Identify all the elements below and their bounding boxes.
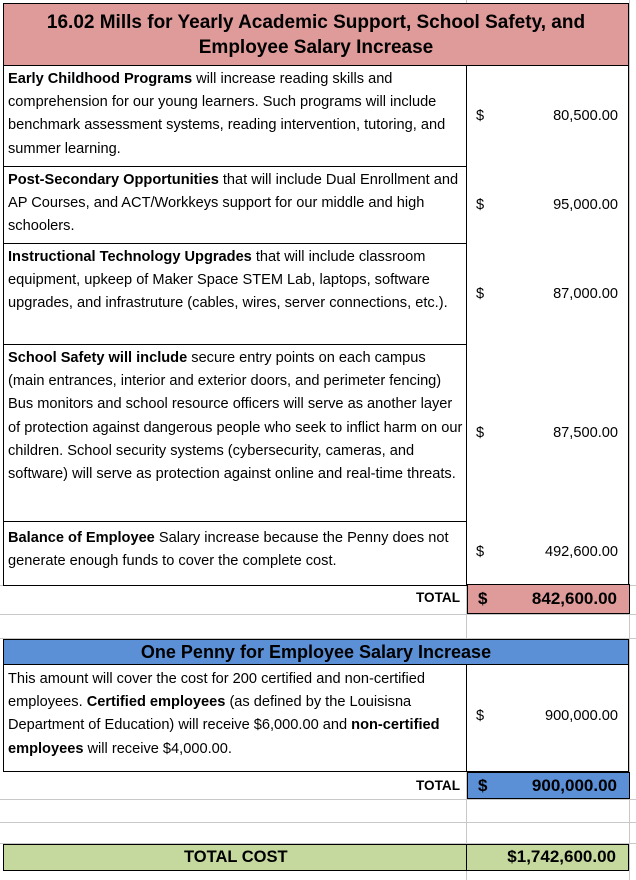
row-title: Instructional Technology Upgrades bbox=[8, 249, 252, 265]
gridline bbox=[0, 822, 636, 823]
section1-title-line2: Employee Salary Increase bbox=[198, 36, 434, 58]
currency-symbol: $ bbox=[476, 108, 485, 124]
section1-header bbox=[3, 3, 629, 66]
text: This amount will cover the cost for 200 certified and non-certified employees. bbox=[8, 671, 425, 711]
section2-header bbox=[3, 639, 629, 665]
currency-symbol: $ bbox=[476, 286, 485, 302]
bold-text: non-certified employees bbox=[8, 717, 440, 757]
total-currency: $ bbox=[478, 589, 488, 608]
row-title: School Safety will include bbox=[8, 350, 188, 366]
row-text: will increase reading skills and comprehension for our young learners. Such programs will include benchmark assessment systems, reading intervention, tutoring, and summer learning. bbox=[8, 71, 446, 157]
grand-total-label: TOTAL COST bbox=[184, 848, 288, 866]
row-text: that will include Dual Enrollment and AP Courses, and ACT/Workkeys support for our middle and high schoolers. bbox=[8, 172, 459, 235]
total-amount: 900,000.00 bbox=[531, 775, 617, 795]
section2-title: One Penny for Employee Salary Increase bbox=[140, 641, 492, 662]
row-divider bbox=[3, 243, 466, 244]
amount: 95,000.00 bbox=[553, 197, 618, 213]
row-description bbox=[8, 347, 466, 486]
amount: 80,500.00 bbox=[553, 108, 618, 124]
total-currency: $ bbox=[478, 775, 488, 795]
gridline bbox=[0, 614, 636, 615]
row-description bbox=[8, 169, 466, 239]
section2-description bbox=[8, 668, 466, 761]
row-text: Salary increase because the Penny does not generate enough funds to cover the complete cost. bbox=[8, 530, 449, 570]
gridline bbox=[629, 0, 630, 880]
section1-title-line1: 16.02 Mills for Yearly Academic Support, School Safety, and bbox=[46, 11, 586, 33]
column-divider bbox=[466, 845, 467, 870]
row-divider bbox=[3, 521, 466, 522]
bold-text: Certified employees bbox=[86, 694, 226, 711]
amount: 900,000.00 bbox=[544, 708, 618, 724]
row-text: secure entry points on each campus (main entrances, interior and exterior doors, and perimeter fencing) Bus monitors and school resource officers will serve as another layer of protection against dangerous people who seek to inflict harm on our children. School security systems (cybersecurity, cameras, and software) will serve as protection against online and real-time threats. bbox=[8, 350, 463, 483]
row-divider bbox=[3, 344, 466, 345]
row-title: Balance of Employee bbox=[8, 530, 155, 546]
total-amount: 842,600.00 bbox=[531, 589, 617, 608]
amount: 87,500.00 bbox=[553, 425, 618, 441]
amount: 87,000.00 bbox=[553, 286, 618, 302]
row-description bbox=[8, 246, 466, 316]
section2-total-cell bbox=[467, 772, 630, 799]
currency-symbol: $ bbox=[476, 708, 485, 724]
text: (as defined by the Louisisna Department of Education) will receive $6,000.00 and bbox=[8, 694, 412, 734]
grand-total-row bbox=[3, 844, 629, 871]
column-divider bbox=[466, 66, 467, 585]
currency-symbol: $ bbox=[476, 425, 485, 441]
currency-symbol: $ bbox=[476, 197, 485, 213]
column-divider bbox=[466, 665, 467, 771]
gridline bbox=[0, 799, 636, 800]
currency-symbol: $ bbox=[476, 544, 485, 560]
row-description bbox=[8, 68, 466, 161]
amount: 492,600.00 bbox=[544, 544, 618, 560]
row-title: Post-Secondary Opportunities bbox=[8, 172, 219, 188]
grand-total-amount: $1,742,600.00 bbox=[507, 847, 616, 866]
text: will receive $4,000.00. bbox=[83, 740, 232, 757]
row-divider bbox=[3, 166, 466, 167]
total-label: TOTAL bbox=[416, 590, 461, 605]
row-description bbox=[8, 527, 466, 573]
row-text: that will include classroom equipment, upkeep of Maker Space STEM Lab, laptops, software upgrades, and infrastruture (cables, wires, server connections, etc.). bbox=[8, 249, 448, 312]
total-label: TOTAL bbox=[416, 778, 461, 793]
section1-total-cell bbox=[467, 584, 630, 614]
row-title: Early Childhood Programs bbox=[8, 71, 193, 87]
